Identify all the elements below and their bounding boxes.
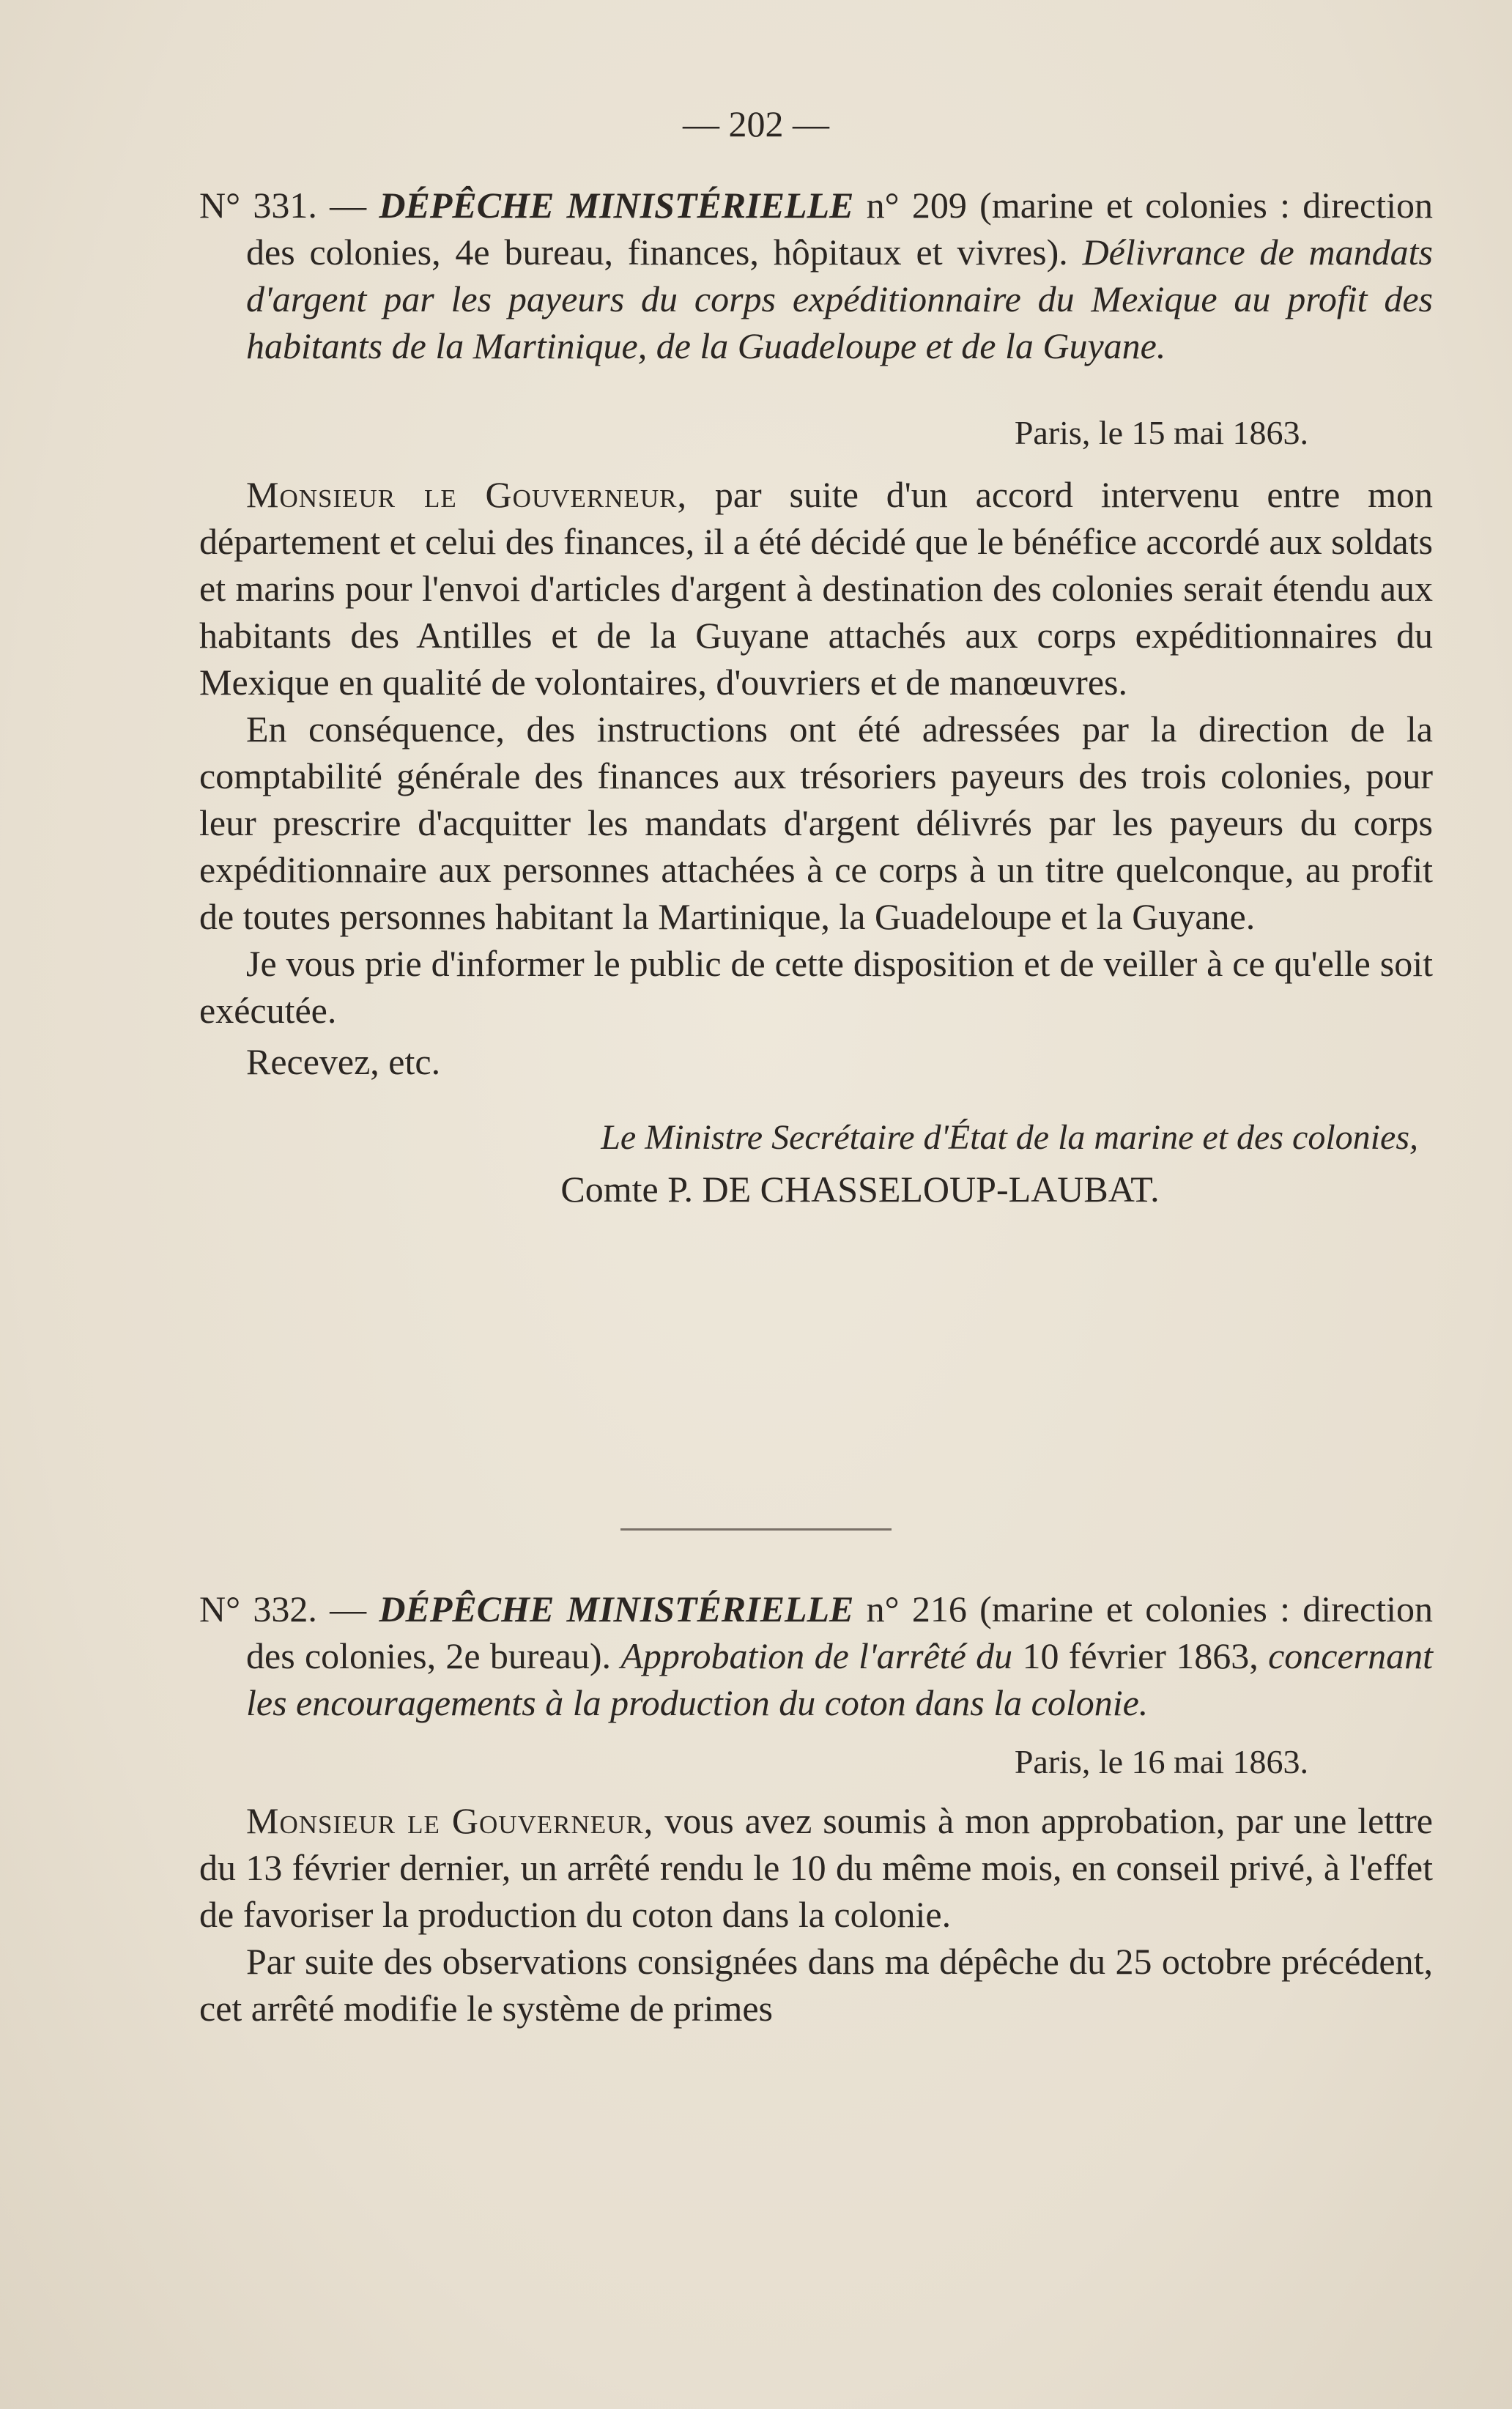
dispatch-331-paragraph-2: En conséquence, des instructions ont été adressées par la direction de la comptabilité générale des finances aux trésoriers payeurs des trois colonies, pour leur prescrire d'acquitter les mandats d'argent délivrés par les payeurs du corps expéditionnaire aux personnes attachées à ce corps à un titre quelconque, au profit de toutes personnes habitant la Martinique, la Guadeloupe et la Guyane. — [199, 708, 1433, 937]
dispatch-332-paragraph-1-text: vous avez soumis à mon approbation, par une lettre du 13 février dernier, un arrêté rendu le 10 du même mois, en conseil privé, à l'effet de favoriser la production du coton dans la colonie. — [199, 1800, 1434, 1935]
dispatch-332-subject-a: Approbation de l'arrêté du — [620, 1635, 1013, 1676]
dispatch-331 — [199, 182, 1433, 1210]
dispatch-331-heading — [199, 182, 1433, 369]
dispatch-332-subject-b: concernant les encouragements à la production du coton dans la colonie. — [246, 1635, 1433, 1723]
dispatch-332-paragraph-2: Par suite des observations consignées dans ma dépêche du 25 octobre précédent, cet arrêté modifie le système de primes — [199, 1941, 1433, 2029]
dispatch-332-subject-date: 10 février 1863, — [1022, 1635, 1259, 1676]
dispatch-331-number: N° 331. — — [199, 185, 367, 226]
dispatch-331-type: DÉPÊCHE MINISTÉRIELLE — [379, 185, 854, 226]
dispatch-331-salutation: Monsieur le Gouverneur, — [246, 474, 687, 515]
dispatch-332-number: N° 332. — — [199, 1588, 367, 1629]
dispatch-331-paragraph-3: Je vous prie d'informer le public de cette disposition et de veiller à ce qu'elle soit exécutée. — [199, 943, 1433, 1031]
dispatch-332-ref: n° 216 (marine et colonies : direction des colonies, 2e bureau). — [246, 1588, 1434, 1676]
dispatch-332 — [199, 1585, 1433, 2032]
dispatch-331-closing: Recevez, etc. — [246, 1041, 441, 1082]
dispatch-332-type: DÉPÊCHE MINISTÉRIELLE — [379, 1588, 854, 1629]
dispatch-331-paragraph-1 — [199, 471, 1433, 706]
dispatch-332-heading — [199, 1585, 1433, 1726]
dispatch-331-date: Paris, le 15 mai 1863. — [1014, 414, 1308, 451]
dispatch-331-ref: n° 209 (marine et colonies : direction des colonies, 4e bureau, finances, hôpitaux et vivres). — [246, 185, 1434, 273]
dispatch-332-salutation: Monsieur le Gouverneur, — [246, 1800, 654, 1841]
dispatch-332-date: Paris, le 16 mai 1863. — [1014, 1743, 1308, 1780]
dispatch-331-subject: Délivrance de mandats d'argent par les payeurs du corps expéditionnaire du Mexique au profit des habitants de la Martinique, de la Guadeloupe et de la Guyane. — [246, 232, 1433, 366]
section-divider — [0, 1522, 1512, 1536]
dispatch-332-paragraph-1 — [199, 1797, 1433, 1938]
dispatch-331-paragraph-1-text: par suite d'un accord intervenu entre mon département et celui des finances, il a été décidé que le bénéfice accordé aux soldats et marins pour l'envoi d'articles d'argent à destination des colonies serait étendu aux habitants des Antilles et de la Guyane attachés aux corps expéditionnaires du Mexique en qualité de volontaires, d'ouvriers et de manœuvres. — [199, 474, 1434, 703]
dispatch-331-signature-title: Le Ministre Secrétaire d'État de la marine et des colonies, — [601, 1118, 1418, 1157]
page-number: — 202 — — [683, 103, 829, 144]
dispatch-331-signature-name: Comte P. DE CHASSELOUP-LAUBAT. — [560, 1169, 1160, 1210]
